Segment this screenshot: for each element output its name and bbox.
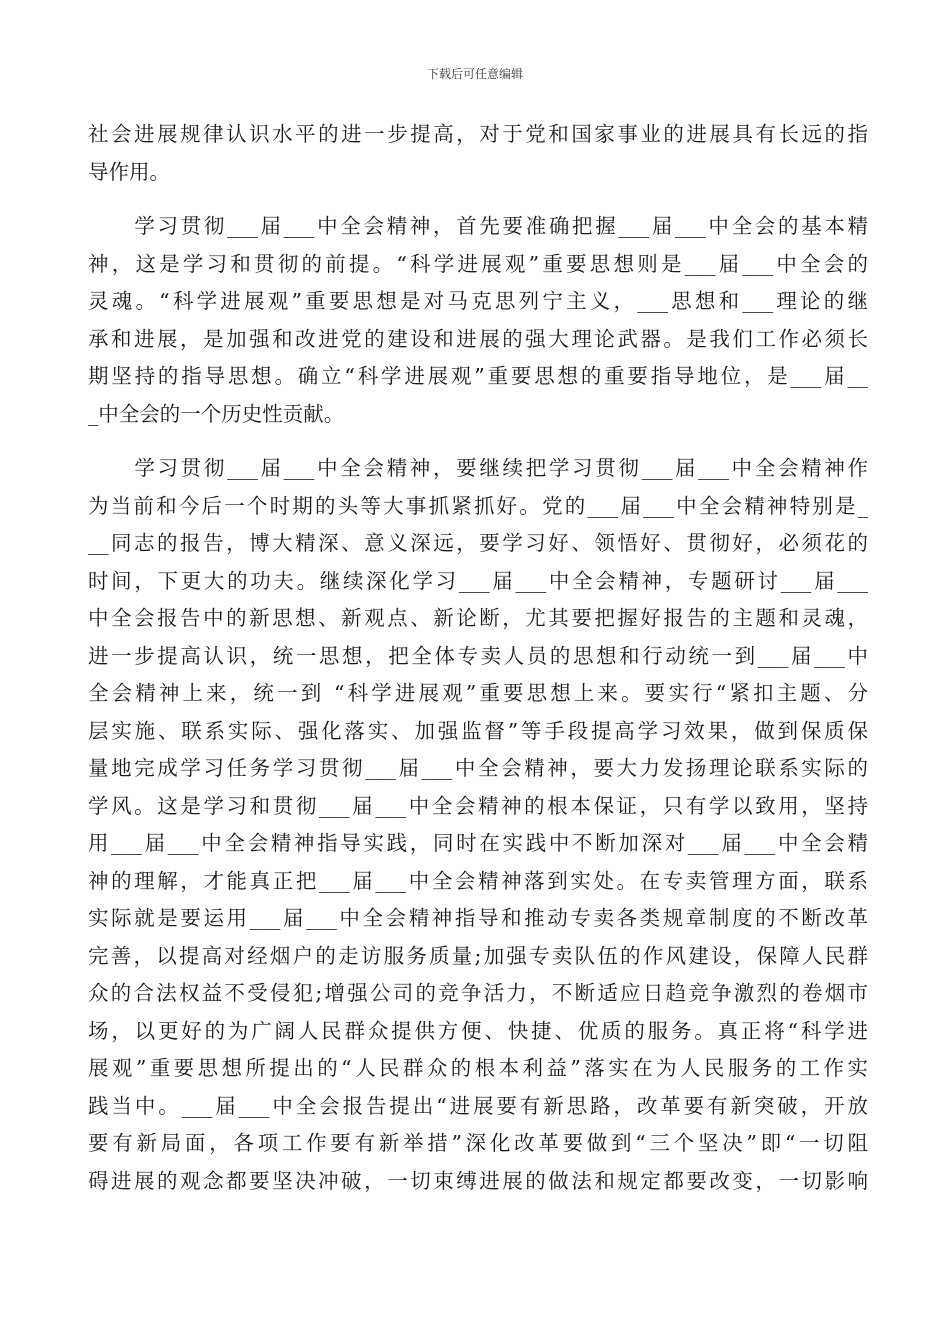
text-line: 进一步提高认识，统一思想，把全体专卖人员的思想和行动统一到___届___中 bbox=[88, 643, 868, 668]
text-line: 中全会报告中的新思想、新观点、新论断，尤其要把握好报告的主题和灵魂， bbox=[88, 606, 868, 630]
text-line: 时间，下更大的功夫。继续深化学习___届___中全会精神，专题研讨___届___ bbox=[88, 568, 868, 593]
text-line: 学习贯彻___届___中全会精神，要继续把学习贯彻___届___中全会精神作 bbox=[88, 456, 868, 480]
paragraph-3 bbox=[88, 450, 868, 1200]
text-line: 用___届___中全会精神指导实践，同时在实践中不断加深对___届___中全会精 bbox=[88, 831, 868, 855]
text-line: 灵魂。“科学进展观”重要思想是对马克思列宁主义，___思想和___理论的继 bbox=[88, 289, 868, 313]
text-line: 全会精神上来，统一到 “科学进展观”重要思想上来。要实行“紧扣主题、分 bbox=[88, 681, 868, 705]
text-line: 学风。这是学习和贯彻___届___中全会精神的根本保证，只有学以致用，坚持 bbox=[88, 793, 868, 818]
text-line: 神的理解，才能真正把___届___中全会精神落到实处。在专卖管理方面，联系 bbox=[88, 868, 868, 893]
text-line: 践当中。___届___中全会报告提出“进展要有新思路，改革要有新突破，开放 bbox=[88, 1093, 868, 1118]
paragraph-2 bbox=[88, 208, 868, 433]
text-line: 碍进展的观念都要坚决冲破，一切束缚进展的做法和规定都要改变，一切影响 bbox=[88, 1168, 868, 1193]
text-line: 场，以更好的为广阔人民群众提供方便、快捷、优质的服务。真正将“科学进 bbox=[88, 1018, 868, 1043]
text-line: 社会进展规律认识水平的进一步提高，对于党和国家事业的进展具有长远的指 bbox=[88, 122, 868, 146]
text-line: _中全会的一个历史性贡献。 bbox=[88, 401, 345, 426]
paragraph-1 bbox=[88, 116, 868, 191]
text-line: 量地完成学习任务学习贯彻___届___中全会精神，要大力发扬理论联系实际的 bbox=[88, 756, 868, 780]
text-line: 导作用。 bbox=[88, 159, 170, 184]
text-line: 层实施、联系实际、强化落实、加强监督”等手段提高学习效果，做到保质保 bbox=[88, 718, 868, 743]
text-line: 承和进展，是加强和改进党的建设和进展的强大理论武器。是我们工作必须长 bbox=[88, 326, 868, 351]
text-line: __同志的报告，博大精深、意义深远，要学习好、领悟好、贯彻好，必须花的 bbox=[88, 531, 868, 555]
document-body bbox=[88, 116, 868, 1217]
text-line: 实际就是要运用___届___中全会精神指导和推动专卖各类规章制度的不断改革 bbox=[88, 906, 868, 930]
text-line: 完善，以提高对经烟户的走访服务质量;加强专卖队伍的作风建设，保障人民群 bbox=[88, 943, 868, 968]
page-header: 下载后可任意编辑 bbox=[426, 67, 523, 81]
text-line: 学习贯彻___届___中全会精神，首先要准确把握___届___中全会的基本精 bbox=[88, 214, 868, 238]
text-line: 展观”重要思想所提出的“人民群众的根本利益”落实在为人民服务的工作实 bbox=[88, 1056, 868, 1080]
text-line: 神，这是学习和贯彻的前提。“科学进展观”重要思想则是___届___中全会的 bbox=[88, 251, 868, 276]
text-line: 要有新局面，各项工作要有新举措”深化改革要做到“三个坚决”即“一切阻 bbox=[88, 1131, 868, 1155]
text-line: 为当前和今后一个时期的头等大事抓紧抓好。党的___届___中全会精神特别是_ bbox=[88, 493, 868, 518]
text-line: 众的合法权益不受侵犯;增强公司的竞争活力，不断适应日趋竞争激烈的卷烟市 bbox=[88, 981, 868, 1005]
text-line: 期坚持的指导思想。确立“科学进展观”重要思想的重要指导地位，是___届__ bbox=[88, 364, 868, 388]
